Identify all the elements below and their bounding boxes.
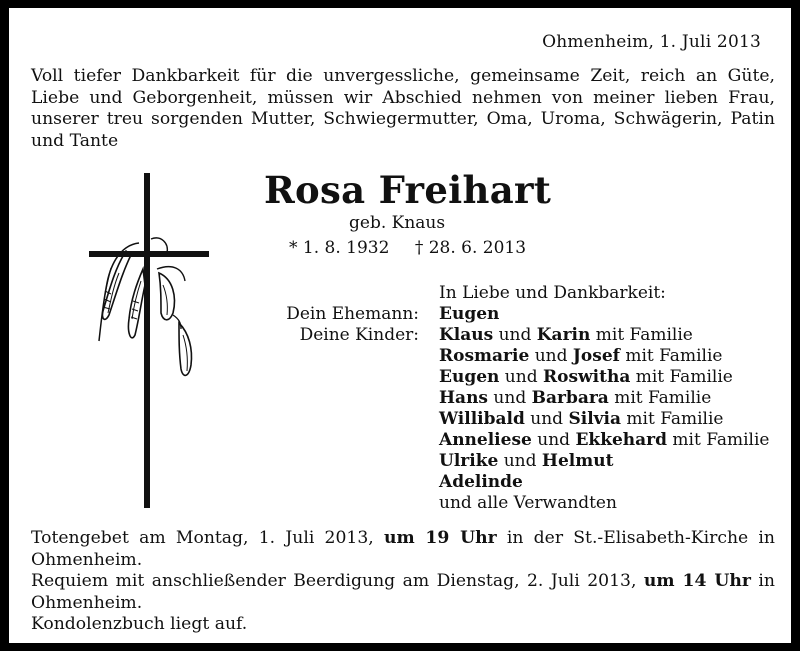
spouse-label: Dein Ehemann: — [286, 304, 419, 324]
list-item: Anneliese und Ekkehard mit Familie — [439, 430, 770, 450]
birth-name: geb. Knaus — [349, 213, 446, 233]
relatives-line: und alle Verwandten — [439, 493, 617, 513]
mourners-list — [439, 304, 769, 514]
place-date: Ohmenheim, 1. Juli 2013 — [542, 32, 761, 52]
service-details — [31, 528, 775, 636]
list-item: Eugen und Roswitha mit Familie — [439, 367, 733, 387]
cross-with-ears-illustration — [81, 173, 211, 508]
list-item: Klaus und Karin mit Familie — [439, 325, 693, 345]
list-item: Willibald und Silvia mit Familie — [439, 409, 724, 429]
prayer-info: Totengebet am Montag, 1. Juli 2013, um 19 Uhr in der St.-Elisabeth-Kirche in Ohmenheim. — [31, 528, 775, 570]
list-item: Adelinde — [439, 472, 523, 492]
spouse-name: Eugen — [439, 304, 500, 324]
mourners-heading: In Liebe und Dankbarkeit: — [439, 283, 666, 303]
birth-date: * 1. 8. 1932 — [289, 238, 390, 258]
deceased-name: Rosa Freihart — [264, 168, 552, 212]
list-item: Hans und Barbara mit Familie — [439, 388, 712, 408]
children-label: Deine Kinder: — [299, 325, 419, 345]
requiem-info: Requiem mit anschließender Beerdigung am Dienstag, 2. Juli 2013, um 14 Uhr in Ohmenheim. — [31, 571, 775, 613]
death-date: † 28. 6. 2013 — [414, 238, 527, 258]
list-item: Rosmarie und Josef mit Familie — [439, 346, 723, 366]
life-dates — [289, 238, 526, 258]
intro-text: Voll tiefer Dankbarkeit für die unvergessliche, gemeinsame Zeit, reich an Güte, Liebe und Geborgenheit, müssen wir Abschied nehmen von meiner lieben Frau, unserer treu sorgenden Mutter, Schwiegermutter, Oma, Uroma, Schwägerin, Patin und Tante — [31, 66, 775, 151]
condolence-info: Kondolenzbuch liegt auf. — [31, 614, 248, 634]
list-item: Ulrike und Helmut — [439, 451, 614, 471]
relation-labels — [261, 304, 419, 346]
